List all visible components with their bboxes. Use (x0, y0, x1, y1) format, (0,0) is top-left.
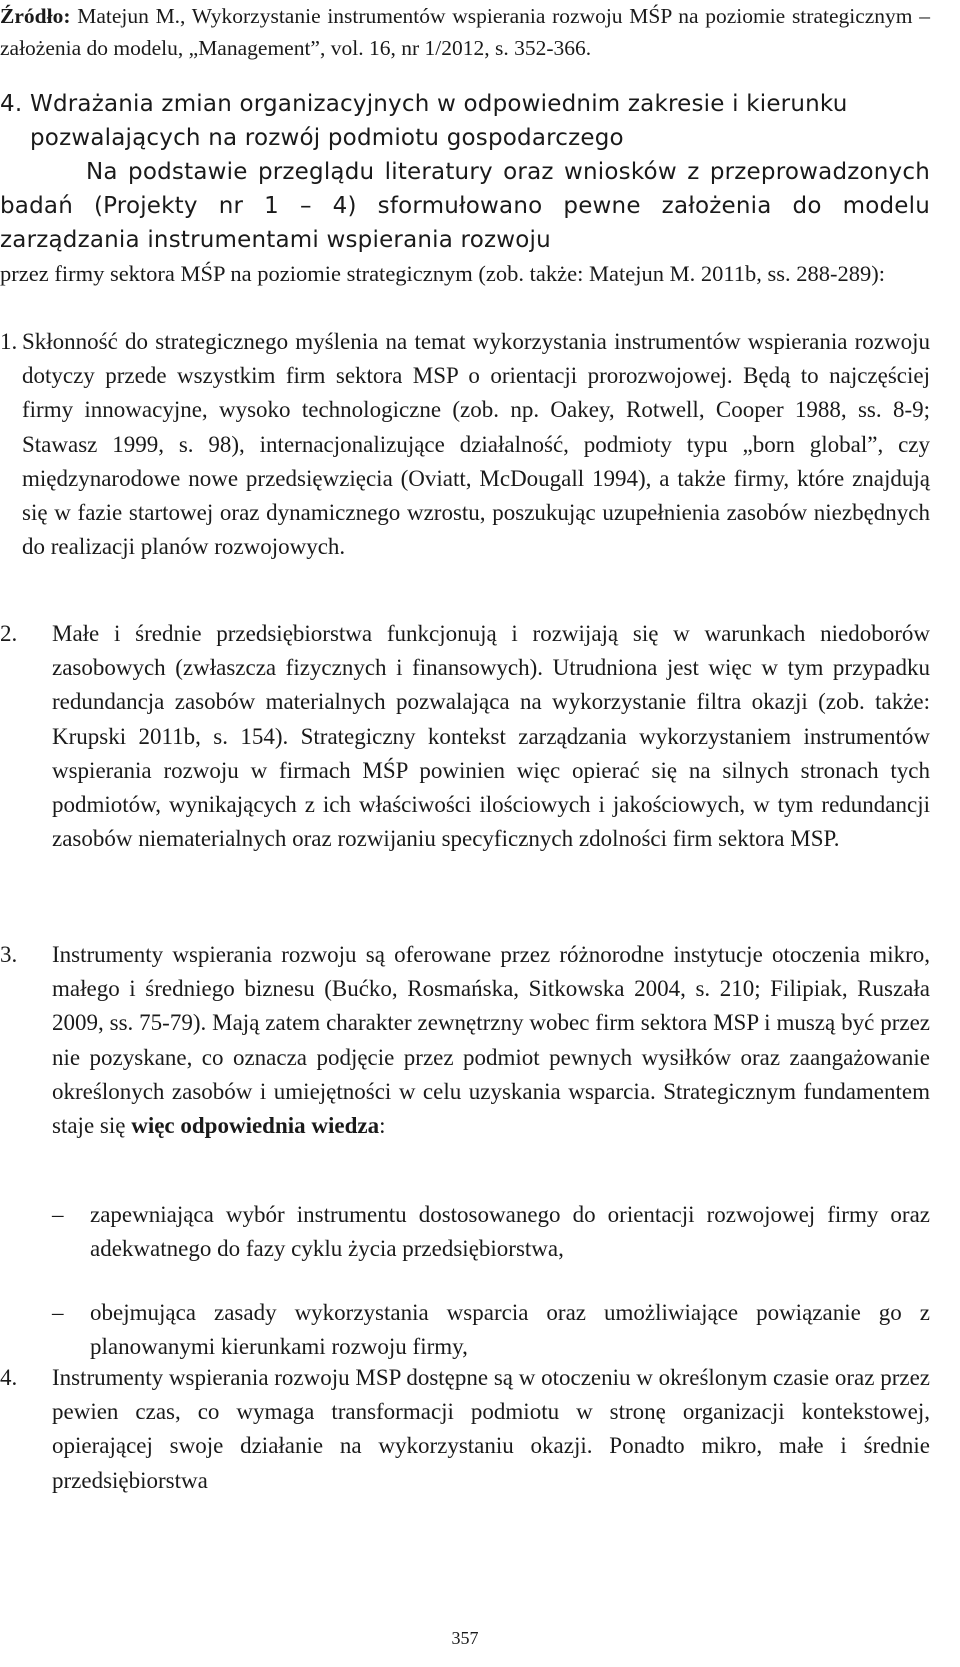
bullet-text: obejmująca zasady wykorzystania wsparcia oraz umożliwiające powiązanie go z planowanymi kierunkami rozwoju firmy, (90, 1300, 930, 1360)
dash-marker: – (52, 1202, 64, 1227)
source-citation (0, 0, 930, 64)
section-number: 4. (0, 91, 23, 117)
list-item-number: 4. (0, 1365, 18, 1390)
list-item-number: 1. (0, 329, 18, 354)
bullet-text: zapewniająca wybór instrumentu dostosowanego do orientacji rozwojowej firmy oraz adekwatnego do fazy cyklu życia przedsiębiorstwa, (90, 1202, 930, 1262)
list-item-number: 2. (0, 621, 18, 646)
section-title: Wdrażania zmian organizacyjnych w odpowiednim zakresie i kierunku pozwalających na rozwój podmiotu gospodarczego (30, 91, 848, 152)
intro-paragraph-b: przez firmy sektora MŚP na poziomie strategicznym (zob. także: Matejun M. 2011b, ss. 288-289): (0, 261, 885, 286)
intro-paragraph-a: Na podstawie przeglądu literatury oraz wniosków z przeprowadzonych badań (Projekty nr 1 – 4) sformułowano pewne założenia do modelu zarządzania instrumentami wspierania rozwoju (0, 159, 930, 254)
dash-marker: – (52, 1300, 64, 1325)
list-item-text-bold: więc odpowiednia wiedza (131, 1113, 380, 1139)
list-item-text-end: : (379, 1113, 386, 1139)
list-item-text: Skłonność do strategicznego myślenia na temat wykorzystania instrumentów wspierania rozwoju dotyczy przede wszystkim firm sektora MSP o orientacji prorozwojowej. Będą to najczęściej firmy innowacyjne, wysoko technologiczne (zob. np. Oakey, Rotwell, Cooper 1988, ss. 8-9; Stawasz 1999, s. 98), internacjonalizujące działalność, podmioty typu „born global”, czy międzynarodowe nowe przedsięwzięcia (Oviatt, McDougall 1994), a także firmy, które znajdują się w fazie startowej oraz dynamicznego wzrostu, poszukując uzupełnienia zasobów niezbędnych do realizacji planów rozwojowych. (22, 329, 930, 560)
source-text: Matejun M., Wykorzystanie instrumentów wspierania rozwoju MŚP na poziomie strategicznym – założenia do modelu, „Management”, vol. 16, nr 1/2012, s. 352-366. (0, 4, 930, 60)
list-item-text: Małe i średnie przedsiębiorstwa funkcjonują i rozwijają się w warunkach niedoborów zasobowych (zwłaszcza fizycznych i finansowych). Utrudniona jest więc w tym przypadku redundancja zasobów materialnych pozwalająca na wykorzystanie filtra okazji (zob. także: Krupski 2011b, s. 154). Strategiczny kontekst zarządzania wykorzystaniem instrumentów wspierania rozwoju w firmach MŚP powinien więc opierać się na silnych stronach tych podmiotów, wynikających z ich właściwości ilościowych i jakościowych, w tym redundancji zasobów niematerialnych oraz rozwijaniu specyficznych zdolności firm sektora MSP. (52, 621, 930, 852)
page-number: 357 (451, 1628, 479, 1648)
source-label: Źródło: (0, 4, 71, 28)
list-item-number: 3. (0, 942, 18, 967)
list-item-text-main: Instrumenty wspierania rozwoju są oferowane przez różnorodne instytucje otoczenia mikro, małego i średniego biznesu (Bućko, Rosmańska, Sitkowska 2004, s. 210; Filipiak, Ruszała 2009, ss. 75-79). Mają zatem charakter zewnętrzny wobec firm sektora MSP i muszą być przez nie pozyskane, co oznacza podjęcie przez podmiot pewnych wysiłków oraz zaangażowanie określonych zasobów i umiejętności w celu uzyskania wsparcia. Strategicznym fundamentem staje się (52, 942, 930, 1139)
list-item-text: Instrumenty wspierania rozwoju MSP dostępne są w otoczeniu w określonym czasie oraz przez pewien czas, co wymaga transformacji podmiotu w stronę organizacji kontekstowej, opierającej swoje działanie na wykorzystaniu okazji. Ponadto mikro, małe i średnie przedsiębiorstwa (52, 1365, 930, 1493)
list-item-text (52, 938, 930, 1143)
